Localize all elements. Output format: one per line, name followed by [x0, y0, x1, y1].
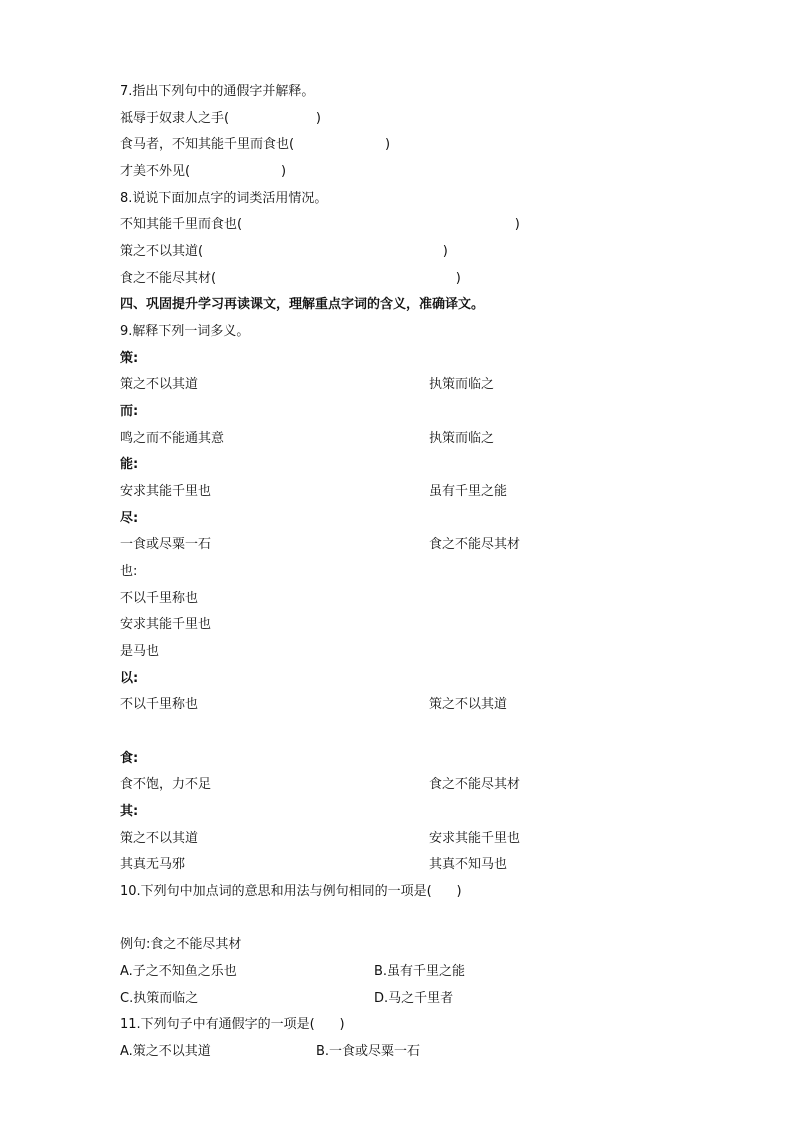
- q9-item: 执策而临之: [429, 431, 495, 446]
- q9-item: 鸣之而不能通其意: [120, 431, 225, 446]
- q10-option-c: C.执策而临之: [120, 991, 199, 1006]
- q9-item: 安求其能千里也: [120, 617, 212, 632]
- q8-line-2: 策之不以其道( ): [120, 244, 448, 259]
- q8-line-3: 食之不能尽其材( ): [120, 271, 461, 286]
- q10-example: 例句:食之不能尽其材: [120, 937, 242, 952]
- q9-item: 不以千里称也: [120, 591, 199, 606]
- q9-head-neng: 能:: [120, 457, 139, 472]
- q9-item: 虽有千里之能: [429, 484, 508, 499]
- q9-head-qi: 其:: [120, 804, 139, 819]
- q10-option-a: A.子之不知鱼之乐也: [120, 964, 237, 979]
- q9-item: 安求其能千里也: [429, 831, 521, 846]
- q9-item: 食之不能尽其材: [429, 777, 521, 792]
- q10-title: 10.下列句中加点词的意思和用法与例句相同的一项是( ): [120, 884, 462, 899]
- q9-head-shi: 食:: [120, 751, 139, 766]
- q9-head-er: 而:: [120, 404, 139, 419]
- q7-line-1: 祗辱于奴隶人之手( ): [120, 111, 321, 126]
- q7-line-3: 才美不外见( ): [120, 164, 287, 179]
- q9-item: 策之不以其道: [429, 697, 508, 712]
- q10-option-b: B.虽有千里之能: [374, 964, 466, 979]
- q11-title: 11.下列句子中有通假字的一项是( ): [120, 1017, 345, 1032]
- q8-title: 8.说说下面加点字的词类活用情况。: [120, 191, 328, 206]
- q11-option-a: A.策之不以其道: [120, 1044, 211, 1059]
- q9-item: 安求其能千里也: [120, 484, 212, 499]
- q9-item: 执策而临之: [429, 377, 495, 392]
- section4-title: 四、巩固提升学习再读课文，理解重点字词的含义，准确译文。: [120, 297, 485, 312]
- q9-head-ce: 策:: [120, 351, 139, 366]
- q9-item: 一食或尽粟一石: [120, 537, 212, 552]
- q9-item: 其真无马邪: [120, 857, 186, 872]
- q9-item: 不以千里称也: [120, 697, 199, 712]
- q11-option-b: B.一食或尽粟一石: [316, 1044, 421, 1059]
- q9-head-ye: 也:: [120, 564, 138, 579]
- q9-item: 策之不以其道: [120, 831, 199, 846]
- q9-item: 食不饱，力不足: [120, 777, 212, 792]
- q9-item: 是马也: [120, 644, 160, 659]
- q7-line-2: 食马者，不知其能千里而食也( ): [120, 137, 391, 152]
- q9-item: 其真不知马也: [429, 857, 508, 872]
- q9-item: 食之不能尽其材: [429, 537, 521, 552]
- q9-title: 9.解释下列一词多义。: [120, 324, 250, 339]
- q10-option-d: D.马之千里者: [374, 991, 454, 1006]
- q9-head-yi: 以:: [120, 671, 139, 686]
- q9-item: 策之不以其道: [120, 377, 199, 392]
- q8-line-1: 不知其能千里而食也( ): [120, 217, 520, 232]
- q7-title: 7.指出下列句中的通假字并解释。: [120, 84, 315, 99]
- q9-head-jin: 尽:: [120, 511, 139, 526]
